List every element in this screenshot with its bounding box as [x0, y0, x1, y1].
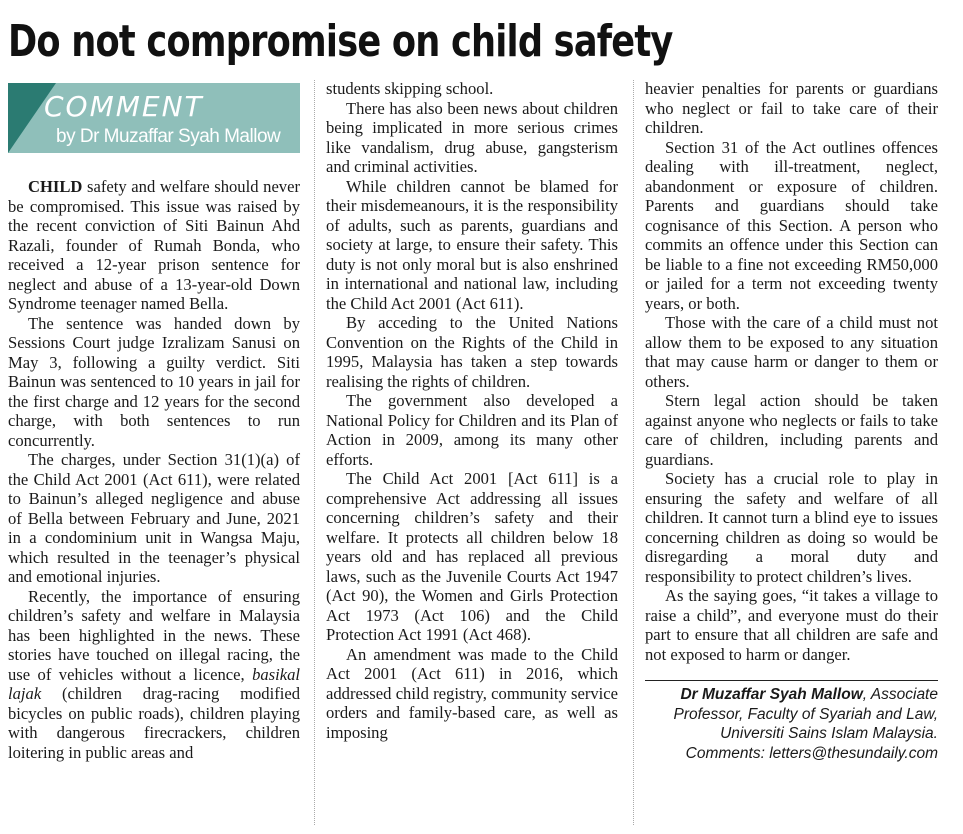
banner-byline: by Dr Muzaffar Syah Mallow: [56, 126, 281, 147]
paragraph-text: safety and welfare should never be compromised. This issue was raised by the recent conviction of Siti Bainun Ahd Razali, founder of Rumah Bonda, who received a 12-year prison sentence for neglect and abuse of a 13-year-old Down Syndrome teenager named Bella.: [8, 177, 300, 313]
headline: Do not compromise on child safety: [8, 16, 673, 67]
paragraph-text: Recently, the importance of ensuring children’s safety and welfare in Malaysia has been highlighted in the news. These stories have touched on illegal racing, the use of vehicles without a licence,: [8, 586, 300, 684]
author-name: Dr Muzaffar Syah Mallow: [680, 686, 863, 703]
paragraph: The government also developed a National Policy for Children and its Plan of Action in 2009, among its many other efforts.: [326, 391, 618, 469]
paragraph: The charges, under Section 31(1)(a) of the Child Act 2001 (Act 611), were related to Bainun’s alleged negligence and abuse of Bella between February and June, 2021 in a condominium unit in Wangsa Maju, which resulted in the teenager’s physical and emotional injuries.: [8, 450, 300, 586]
paragraph: [8, 177, 300, 314]
paragraph: By acceding to the United Nations Convention on the Rights of the Child in 1995, Malaysia has taken a step towards realising the rights of children.: [326, 313, 618, 391]
author-bio: , Associate Professor, Faculty of Syariah and Law, Universiti Sains Islam Malaysia.: [673, 686, 938, 742]
paragraph: The sentence was handed down by Sessions Court judge Izralizam Sanusi on May 3, following a guilty verdict. Siti Bainun was sentenced to 10 years in jail for the first charge and 12 years for the second charge, with both sentences to run concurrently.: [8, 313, 300, 450]
paragraph: Section 31 of the Act outlines offences dealing with ill-treatment, neglect, abandonment or exposure of children. Parents and guardians should take cognisance of this Section. A person who commits an offence under this Section can be liable to a fine not exceeding RM50,000 or jailed for a term not exceeding twenty years, or both.: [645, 137, 938, 313]
column-2: [326, 79, 618, 742]
paragraph: While children cannot be blamed for their misdemeanours, it is the responsibility of adults, such as parents, guardians and society at large, to ensure their safety. This duty is not only moral but is also enshrined in international and national law, including the Child Act 2001 (Act 611).: [326, 176, 618, 313]
italic-term: basikal lajak: [8, 664, 300, 703]
paragraph-text: (children drag-racing modified bicycles on public roads), children playing with dangerous firecrackers, children loitering in public areas and: [8, 684, 300, 762]
paragraph: heavier penalties for parents or guardians who neglect or fail to take care of their children.: [645, 79, 938, 137]
paragraph: There has also been news about children being implicated in more serious crimes like vandalism, drug abuse, gangsterism and criminal activities.: [326, 98, 618, 176]
column-3: [645, 79, 938, 763]
banner-label: COMMENT: [44, 90, 204, 123]
lead-word: CHILD: [28, 177, 83, 196]
paragraph: [8, 587, 300, 763]
paragraph: The Child Act 2001 [Act 611] is a comprehensive Act addressing all issues concerning children’s safety and their welfare. It protects all children below 18 years old and has replaced all previous laws, such as the Juvenile Courts Act 1947 (Act 90), the Women and Girls Protection Act 1973 (Act 106) and the Child Protection Act 1991 (Act 468).: [326, 469, 618, 644]
column-divider: [314, 80, 315, 825]
author-byline: [645, 680, 938, 763]
paragraph: An amendment was made to the Child Act 2001 (Act 611) in 2016, which addressed child registry, community service orders and family-based care, as well as imposing: [326, 644, 618, 742]
comment-banner: [8, 83, 300, 153]
paragraph: As the saying goes, “it takes a village to raise a child”, and everyone must do their part to ensure that all children are safe and not exposed to harm or danger.: [645, 586, 938, 664]
paragraph: Those with the care of a child must not allow them to be exposed to any situation that may cause harm or danger to them or others.: [645, 313, 938, 391]
comments-email: Comments: letters@thesundaily.com: [685, 744, 938, 762]
column-1: [8, 177, 300, 762]
paragraph: students skipping school.: [326, 79, 494, 98]
column-divider: [633, 80, 634, 825]
paragraph: Stern legal action should be taken against anyone who neglects or fails to take care of children, including parents and guardians.: [645, 391, 938, 469]
paragraph: Society has a crucial role to play in ensuring the safety and welfare of all children. It cannot turn a blind eye to issues concerning children as doing so would be disregarding a moral duty and responsibility to protect children’s lives.: [645, 469, 938, 586]
